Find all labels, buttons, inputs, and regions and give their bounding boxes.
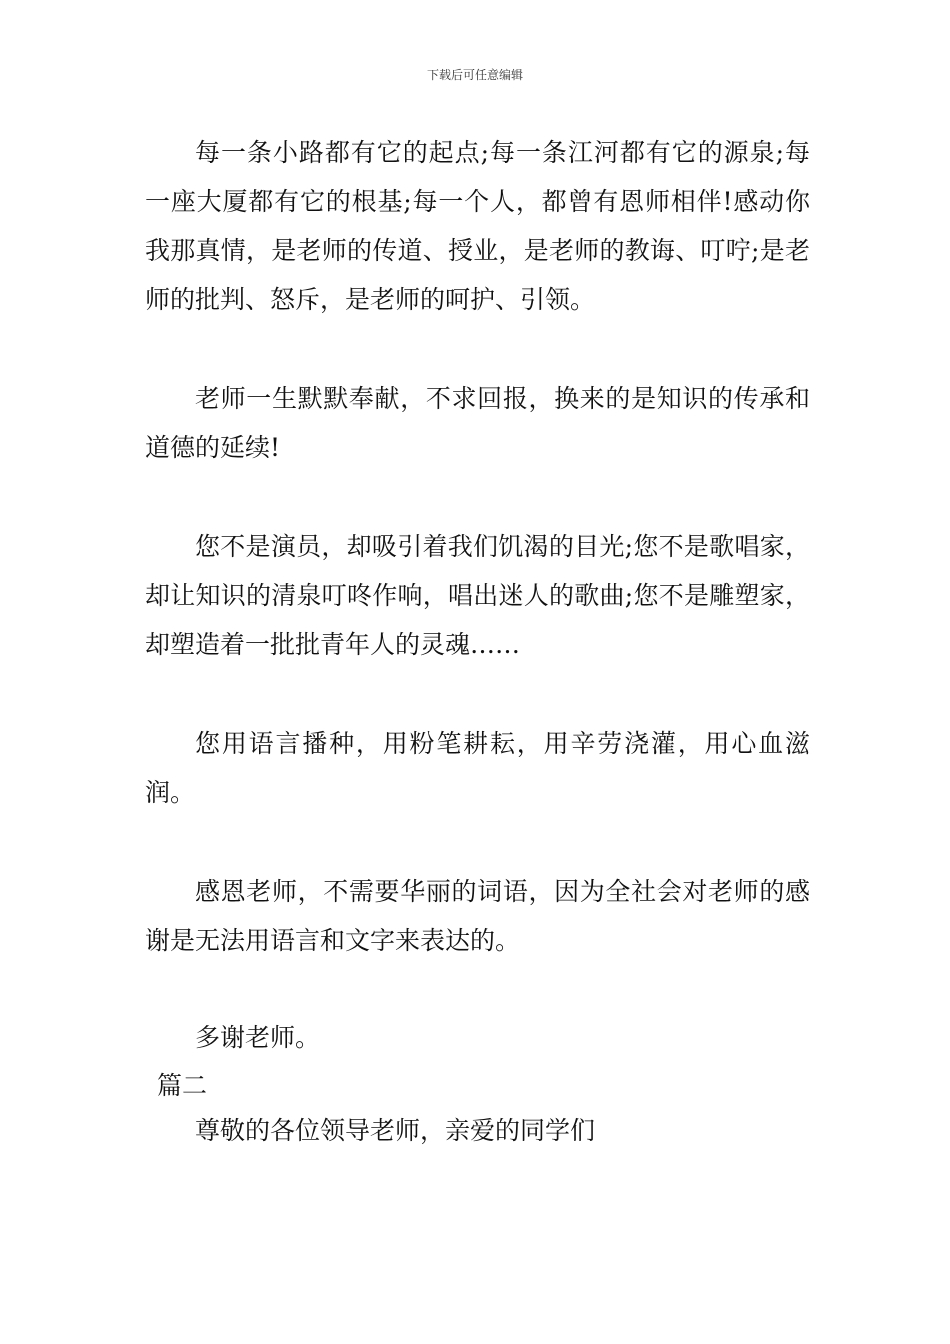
page-header-note: 下载后可任意编辑: [426, 68, 523, 82]
paragraph-5: 感恩老师，不需要华丽的词语，因为全社会对老师的感谢是无法用语言和文字来表达的。: [145, 877, 810, 955]
section-title: 篇二: [157, 1071, 208, 1100]
paragraph-1: 每一条小路都有它的起点;每一条江河都有它的源泉;每一座大厦都有它的根基;每一个人，都曾有恩师相伴!感动你我那真情，是老师的传道、授业，是老师的教诲、叮咛;是老师的批判、怒斥，是老师的呵护、引领。: [145, 138, 810, 314]
paragraph-6: 多谢老师。: [195, 1023, 321, 1052]
paragraph-2: 老师一生默默奉献，不求回报，换来的是知识的传承和道德的延续!: [145, 384, 810, 462]
section-greeting: 尊敬的各位领导老师，亲爱的同学们: [195, 1116, 596, 1145]
document-body: [145, 128, 810, 1155]
paragraph-4: 您用语言播种，用粉笔耕耘，用辛劳浇灌，用心血滋润。: [145, 729, 810, 807]
paragraph-3: 您不是演员，却吸引着我们饥渴的目光;您不是歌唱家，却让知识的清泉叮咚作响，唱出迷人的歌曲;您不是雕塑家，却塑造着一批批青年人的灵魂……: [145, 532, 810, 659]
